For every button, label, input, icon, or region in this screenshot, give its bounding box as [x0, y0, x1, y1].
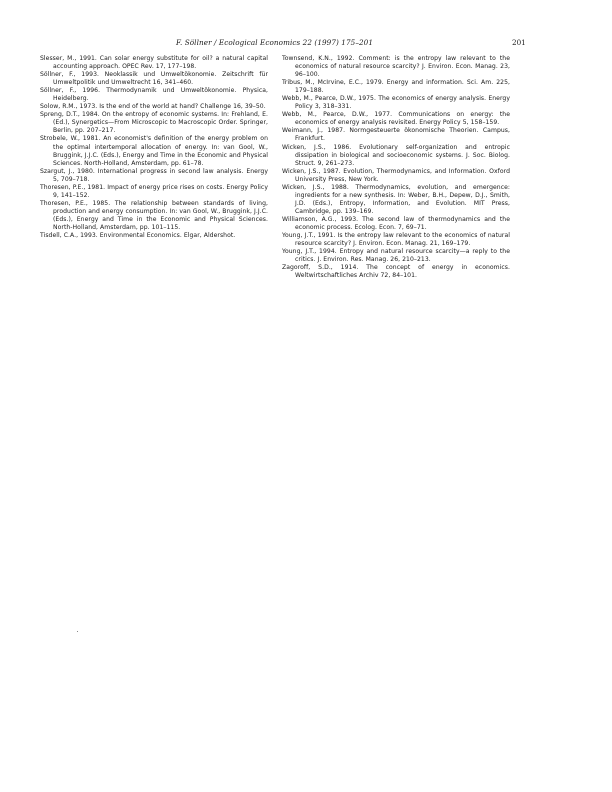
reference-entry: Wicken, J.S., 1988. Thermodynamics, evolution, and emergence: ingredients for a new synthesis. In: Weber, B.H., Depew, D.J., Smith, J.D. (Eds.), Entropy, Information, and Evolution. MIT Press, Cambridge, pp. 139–169. [282, 183, 510, 215]
page-number: 201 [512, 38, 526, 47]
reference-entry: Wicken, J.S., 1986. Evolutionary self-organization and entropic dissipation in biological and socioeconomic systems. J. Soc. Biolog. Struct. 9, 261–273. [282, 143, 510, 167]
reference-entry: Slesser, M., 1991. Can solar energy substitute for oil? a natural capital accounting approach. OPEC Rev. 17, 177–198. [40, 55, 268, 71]
reference-entry: Tribus, M., McIrvine, E.C., 1979. Energy and information. Sci. Am. 225, 179–188. [282, 79, 510, 95]
reference-entry: Webb, M., Pearce, D.W., 1975. The economics of energy analysis. Energy Policy 3, 318–331. [282, 95, 510, 111]
reference-entry: Thoresen, P.E., 1985. The relationship between standards of living, production and energy consumption. In: van Gool, W., Bruggink, J.J.C. (Eds.), Energy and Time in the Economic and Physical Sciences. North-Holland, Amsterdam, pp. 101–115. [40, 199, 268, 231]
references-column-right [282, 55, 510, 280]
reference-entry: Spreng, D.T., 1984. On the entropy of economic systems. In: Frehland, E. (Ed.), Synergetics—From Microscopic to Macroscopic Order. Springer, Berlin, pp. 207–217. [40, 111, 268, 135]
reference-entry: Young, J.T., 1994. Entropy and natural resource scarcity—a reply to the critics. J. Environ. Res. Manag. 26, 210–213. [282, 248, 510, 264]
reference-entry: Young, J.T., 1991. Is the entropy law relevant to the economics of natural resource scarcity? J. Environ. Econ. Manag. 21, 169–179. [282, 232, 510, 248]
scan-speck [77, 631, 78, 632]
reference-entry: Weimann, J., 1987. Normgesteuerte ökonomische Theorien. Campus, Frankfurt. [282, 127, 510, 143]
reference-entry: Zagoroff, S.D., 1914. The concept of energy in economics. Weltwirtschaftliches Archiv 72, 84–101. [282, 264, 510, 280]
reference-entry: Townsend, K.N., 1992. Comment: is the entropy law relevant to the economics of natural resource scarcity? J. Environ. Econ. Manag. 23, 96–100. [282, 55, 510, 79]
reference-entry: Wicken, J.S., 1987. Evolution, Thermodynamics, and Information. Oxford University Press, New York. [282, 167, 510, 183]
reference-entry: Söllner, F., 1996. Thermodynamik und Umweltökonomie. Physica, Heidelberg. [40, 87, 268, 103]
reference-entry: Williamson, A.G., 1993. The second law of thermodynamics and the economic process. Ecolog. Econ. 7, 69–71. [282, 215, 510, 231]
reference-entry: Tisdell, C.A., 1993. Environmental Economics. Elgar, Aldershot. [40, 232, 236, 240]
reference-entry: Webb, M., Pearce, D.W., 1977. Communications on energy: the economics of energy analysis revisited. Energy Policy 5, 158–159. [282, 111, 510, 127]
reference-entry: Szargut, J., 1980. International progress in second law analysis. Energy 5, 709–718. [40, 167, 268, 183]
references-column-left [40, 55, 268, 240]
reference-entry: Thoresen, P.E., 1981. Impact of energy price rises on costs. Energy Policy 9, 141–152. [40, 183, 268, 199]
reference-entry: Söllner, F., 1993. Neoklassik und Umweltökonomie. Zeitschrift für Umweltpolitik und Umweltrecht 16, 341–460. [40, 71, 268, 87]
running-head: F. Söllner / Ecological Economics 22 (1997) 175–201 [176, 38, 374, 47]
reference-entry: Solow, R.M., 1973. Is the end of the world at hand? Challenge 16, 39–50. [40, 103, 266, 111]
reference-entry: Strobele, W., 1981. An economist's definition of the energy problem on the optimal intertemporal allocation of energy. In: van Gool, W., Bruggink, J.J.C. (Eds.), Energy and Time in the Economic and Physical Sciences. North-Holland, Amsterdam, pp. 61–78. [40, 135, 268, 167]
